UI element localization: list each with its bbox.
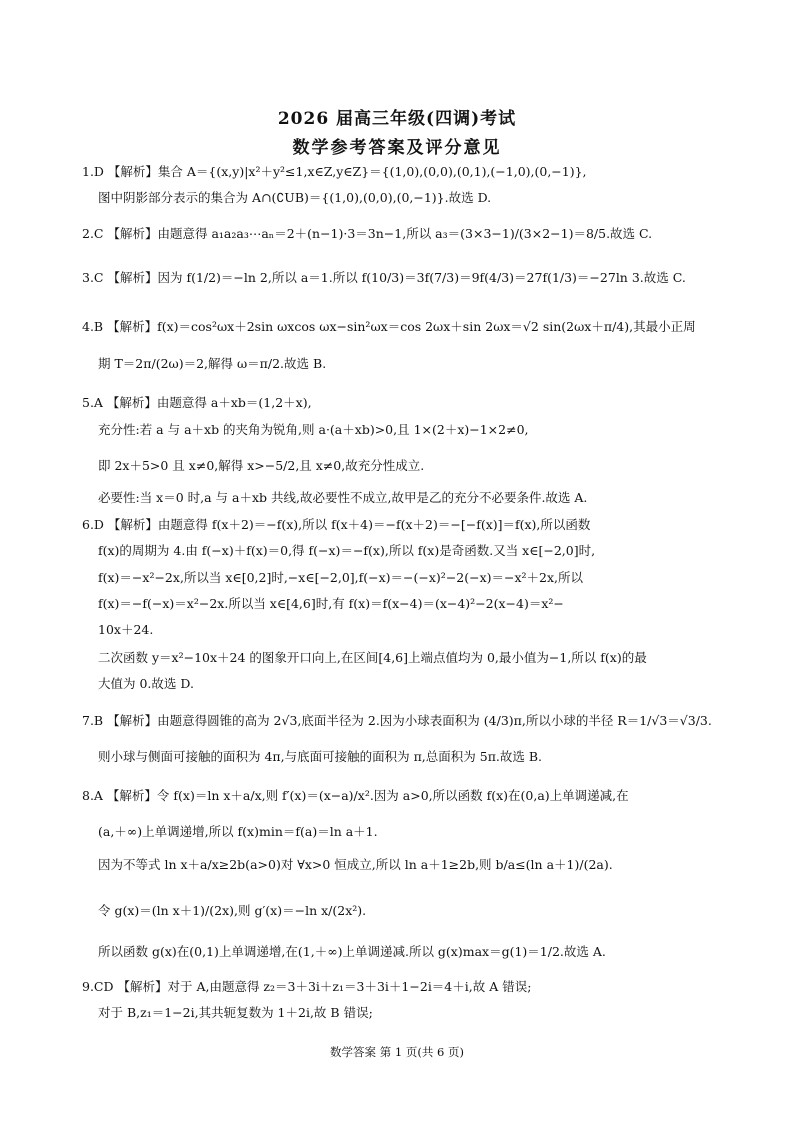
q3-line-1: 3.C 【解析】因为 f(1/2)＝−ln 2,所以 a＝1.所以 f(10/3)＝3f(7/3)＝9f(4/3)＝27f(1/3)＝−27ln 3.故选 C.	[82, 270, 686, 285]
q1-line-1: 1.D 【解析】集合 A＝{(x,y)|x²＋y²≤1,x∈Z,y∈Z}＝{(1,0),(0,0),(0,1),(−1,0),(0,−1)},	[82, 164, 587, 179]
q7-line-2: 则小球与侧面可接触的面积为 4π,与底面可接触的面积为 π,总面积为 5π.故选 B.	[98, 749, 543, 764]
q4-line-1: 4.B 【解析】f(x)＝cos²ωx＋2sin ωxcos ωx−sin²ωx＝cos 2ωx＋sin 2ωx＝√2 sin(2ωx＋π/4),其最小正周	[82, 319, 696, 334]
q8-line-4: 令 g(x)＝(ln x＋1)/(2x),则 g′(x)＝−ln x/(2x²).	[98, 903, 367, 918]
q8-line-2: (a,＋∞)上单调递增,所以 f(x)min＝f(a)＝ln a＋1.	[98, 824, 378, 839]
q9-line-2: 对于 B,z₁＝1−2i,其共轭复数为 1＋2i,故 B 错误;	[98, 1005, 373, 1020]
q5-line-4: 必要性:当 x＝0 时,a 与 a＋xb 共线,故必要性不成立,故甲是乙的充分不必要条件.故选 A.	[98, 490, 588, 505]
q5-line-2: 充分性:若 a 与 a＋xb 的夹角为锐角,则 a·(a＋xb)>0,且 1×(2＋x)−1×2≠0,	[98, 422, 529, 437]
exam-title: 2026 届高三年级(四调)考试	[277, 109, 517, 129]
q8-line-3: 因为不等式 ln x＋a/x≥2b(a>0)对 ∀x>0 恒成立,所以 ln a＋1≥2b,则 b/a≤(ln a＋1)/(2a).	[98, 857, 613, 872]
q7-line-1: 7.B 【解析】由题意得圆锥的高为 2√3,底面半径为 2.因为小球表面积为 (4/3)π,所以小球的半径 R＝1/√3＝√3/3.	[82, 713, 712, 728]
q6-line-1: 6.D 【解析】由题意得 f(x＋2)＝−f(x),所以 f(x＋4)＝−f(x＋2)＝−[−f(x)]＝f(x),所以函数	[82, 517, 591, 532]
q5-line-1: 5.A 【解析】由题意得 a＋xb＝(1,2＋x),	[82, 395, 312, 410]
q2-line-1: 2.C 【解析】由题意得 a₁a₂a₃⋯aₙ＝2＋(n−1)·3＝3n−1,所以 a₃＝(3×3−1)/(3×2−1)＝8/5.故选 C.	[82, 226, 653, 241]
q6-line-2: f(x)的周期为 4.由 f(−x)＋f(x)＝0,得 f(−x)＝−f(x),所以 f(x)是奇函数.又当 x∈[−2,0]时,	[98, 543, 596, 558]
q8-line-5: 所以函数 g(x)在(0,1)上单调递增,在(1,＋∞)上单调递减.所以 g(x)max＝g(1)＝1/2.故选 A.	[98, 944, 606, 959]
q6-line-3: f(x)＝−x²−2x,所以当 x∈[0,2]时,−x∈[−2,0],f(−x)＝−(−x)²−2(−x)＝−x²＋2x,所以	[98, 570, 584, 585]
q6-line-6: 二次函数 y＝x²−10x＋24 的图象开口向上,在区间[4,6]上端点值均为 0,最小值为−1,所以 f(x)的最	[98, 650, 647, 665]
exam-subtitle: 数学参考答案及评分意见	[292, 138, 502, 158]
q6-line-7: 大值为 0.故选 D.	[98, 676, 194, 691]
q4-line-2: 期 T＝2π/(2ω)＝2,解得 ω＝π/2.故选 B.	[98, 356, 327, 371]
q1-line-2: 图中阴影部分表示的集合为 A∩(∁UB)＝{(1,0),(0,0),(0,−1)}.故选 D.	[98, 190, 492, 205]
page-footer: 数学答案 第 1 页(共 6 页)	[330, 1045, 464, 1059]
q6-line-4: f(x)＝−f(−x)＝x²−2x.所以当 x∈[4,6]时,有 f(x)＝f(x−4)＝(x−4)²−2(x−4)＝x²−	[98, 596, 564, 611]
q8-line-1: 8.A 【解析】令 f(x)＝ln x＋a/x,则 f′(x)＝(x−a)/x².因为 a>0,所以函数 f(x)在(0,a)上单调递减,在	[82, 788, 629, 803]
q9-line-1: 9.CD 【解析】对于 A,由题意得 z₂＝3＋3i＋z₁＝3＋3i＋1−2i＝4＋i,故 A 错误;	[82, 979, 532, 994]
q5-line-3: 即 2x＋5>0 且 x≠0,解得 x>−5/2,且 x≠0,故充分性成立.	[98, 458, 425, 473]
q6-line-5: 10x＋24.	[98, 622, 154, 637]
